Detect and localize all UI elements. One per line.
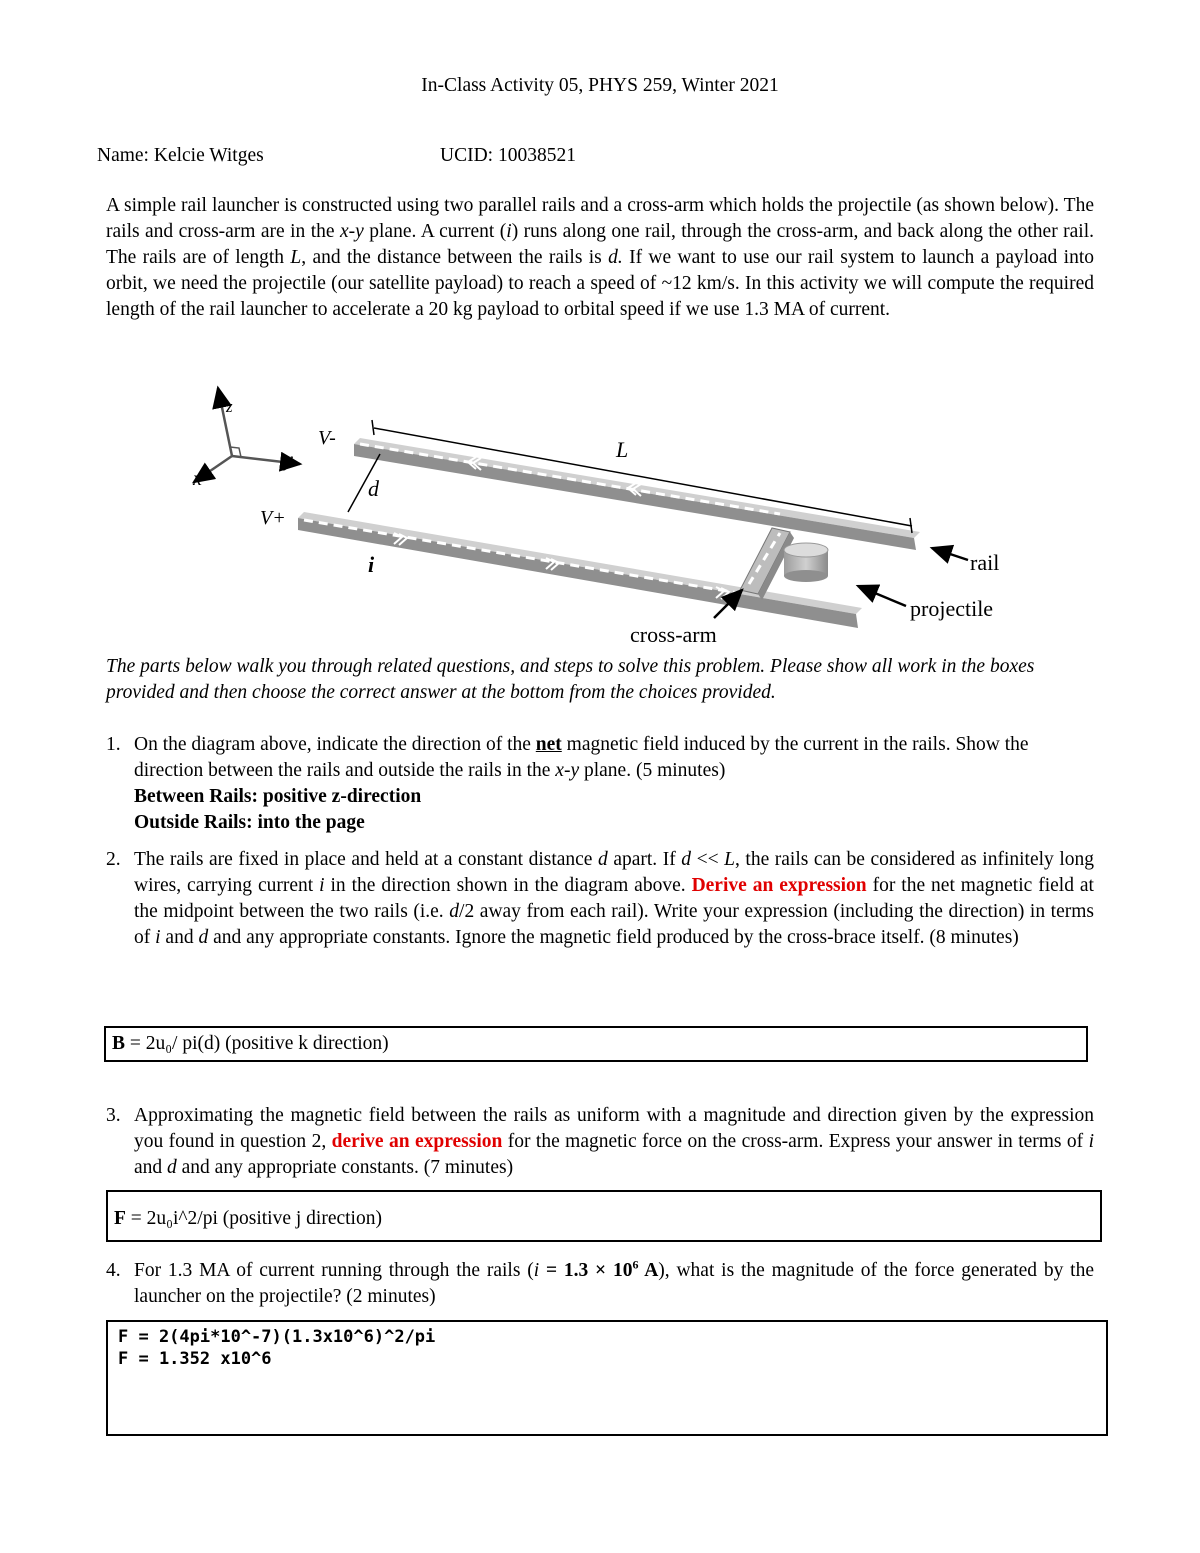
rail-label: rail	[970, 550, 1000, 575]
distance-dimension	[348, 454, 380, 512]
v-plus-label: V+	[260, 507, 286, 529]
axis-y-label: y	[284, 449, 293, 471]
question-2: 2. The rails are fixed in place and held at a constant distance d apart. If d << L, the rails can be considered as infinitely long wires, carrying current i in the direction shown in the diagram above. Derive an expression for the net magnetic field at the midpoint between the two rails (i.e. d/2 away from each rail). Write your expression (including the direction) in terms of i and d and any appropriate constants. Ignore the magnetic field produced by the cross-brace itself. (8 minutes)	[106, 849, 1095, 948]
rail-launcher-diagram	[170, 372, 1050, 652]
q1-answer-outside: Outside Rails: into the page	[134, 812, 365, 833]
page-title: In-Class Activity 05, PHYS 259, Winter 2021	[421, 75, 779, 96]
ucid-field	[440, 143, 576, 169]
projectile-label: projectile	[910, 596, 994, 621]
crossarm-label: cross-arm	[630, 622, 717, 647]
top-rail	[354, 438, 920, 550]
name-field	[97, 143, 264, 169]
axis-z-label: z	[226, 397, 233, 416]
current-label: i	[368, 552, 375, 577]
student-name: Kelcie Witges	[153, 145, 264, 166]
q1-answer-between: Between Rails: positive z-direction	[134, 786, 422, 807]
instructions: The parts below walk you through related questions, and steps to solve this problem. Please show all work in the boxes provided and then choose the correct answer at the bottom from the choices provided.	[106, 656, 1035, 703]
name-label: Name:	[97, 145, 149, 166]
axes	[192, 388, 300, 490]
axis-x-label: x	[193, 468, 202, 490]
q2-answer-box[interactable]: B = 2u₀/ pi(d) (positive k direction)	[104, 1026, 1088, 1062]
question-1: 1. On the diagram above, indicate the direction of the net magnetic field induced by the current in the rails. Show the direction between the rails and outside the rails in the x-y plane. (5 minutes) Between Rails: positive z-direction Outside Rails: into the page	[106, 734, 1029, 833]
question-4: 4. For 1.3 MA of current running through the rails ($i = 1.3 \times 10^6$ A), what is the magnitude of the force generated by the launcher on the projectile? (2 minutes)	[106, 1257, 1094, 1307]
projectile	[784, 543, 828, 582]
intro-paragraph: A simple rail launcher is constructed using two parallel rails and a cross-arm which holds the projectile (as shown below). The rails and cross-arm are in the x-y plane. A current (i) runs along one rail, through the cross-arm, and back along the other rail. The rails are of length L, and the distance between the rails is d. If we want to use our rail system to launch a payload into orbit, we need the projectile (our satellite payload) to reach a speed of ~12 km/s. In this activity we will compute the required length of the rail launcher to accelerate a 20 kg payload to orbital speed if we use 1.3 MA of current.	[106, 195, 1094, 320]
distance-label: d	[368, 476, 379, 501]
q2-answer: = 2u₀/ pi(d) (positive k direction)	[125, 1033, 389, 1054]
q4-answer-line-1: F = 2(4pi*10^-7)(1.3x10^6)^2/pi	[118, 1327, 436, 1347]
q4-answer-box[interactable]	[106, 1320, 1108, 1436]
question-3: 3. Approximating the magnetic field between the rails as uniform with a magnitude and direction given by the expression you found in question 2, derive an expression for the magnetic force on the cross-arm. Express your answer in terms of i and d and any appropriate constants. (7 minutes)	[106, 1105, 1094, 1178]
length-dimension	[372, 420, 912, 533]
ucid-value: 10038521	[497, 145, 576, 166]
ucid-label: UCID:	[440, 145, 494, 166]
v-minus-label: V-	[318, 427, 336, 449]
q3-answer: = 2u₀i^2/pi (positive j direction)	[125, 1208, 382, 1229]
q4-answer-line-2: F = 1.352 x10^6	[118, 1349, 272, 1369]
length-label: L	[616, 437, 629, 462]
q3-answer-box[interactable]: F = 2u₀i^2/pi (positive j direction)	[106, 1190, 1102, 1242]
